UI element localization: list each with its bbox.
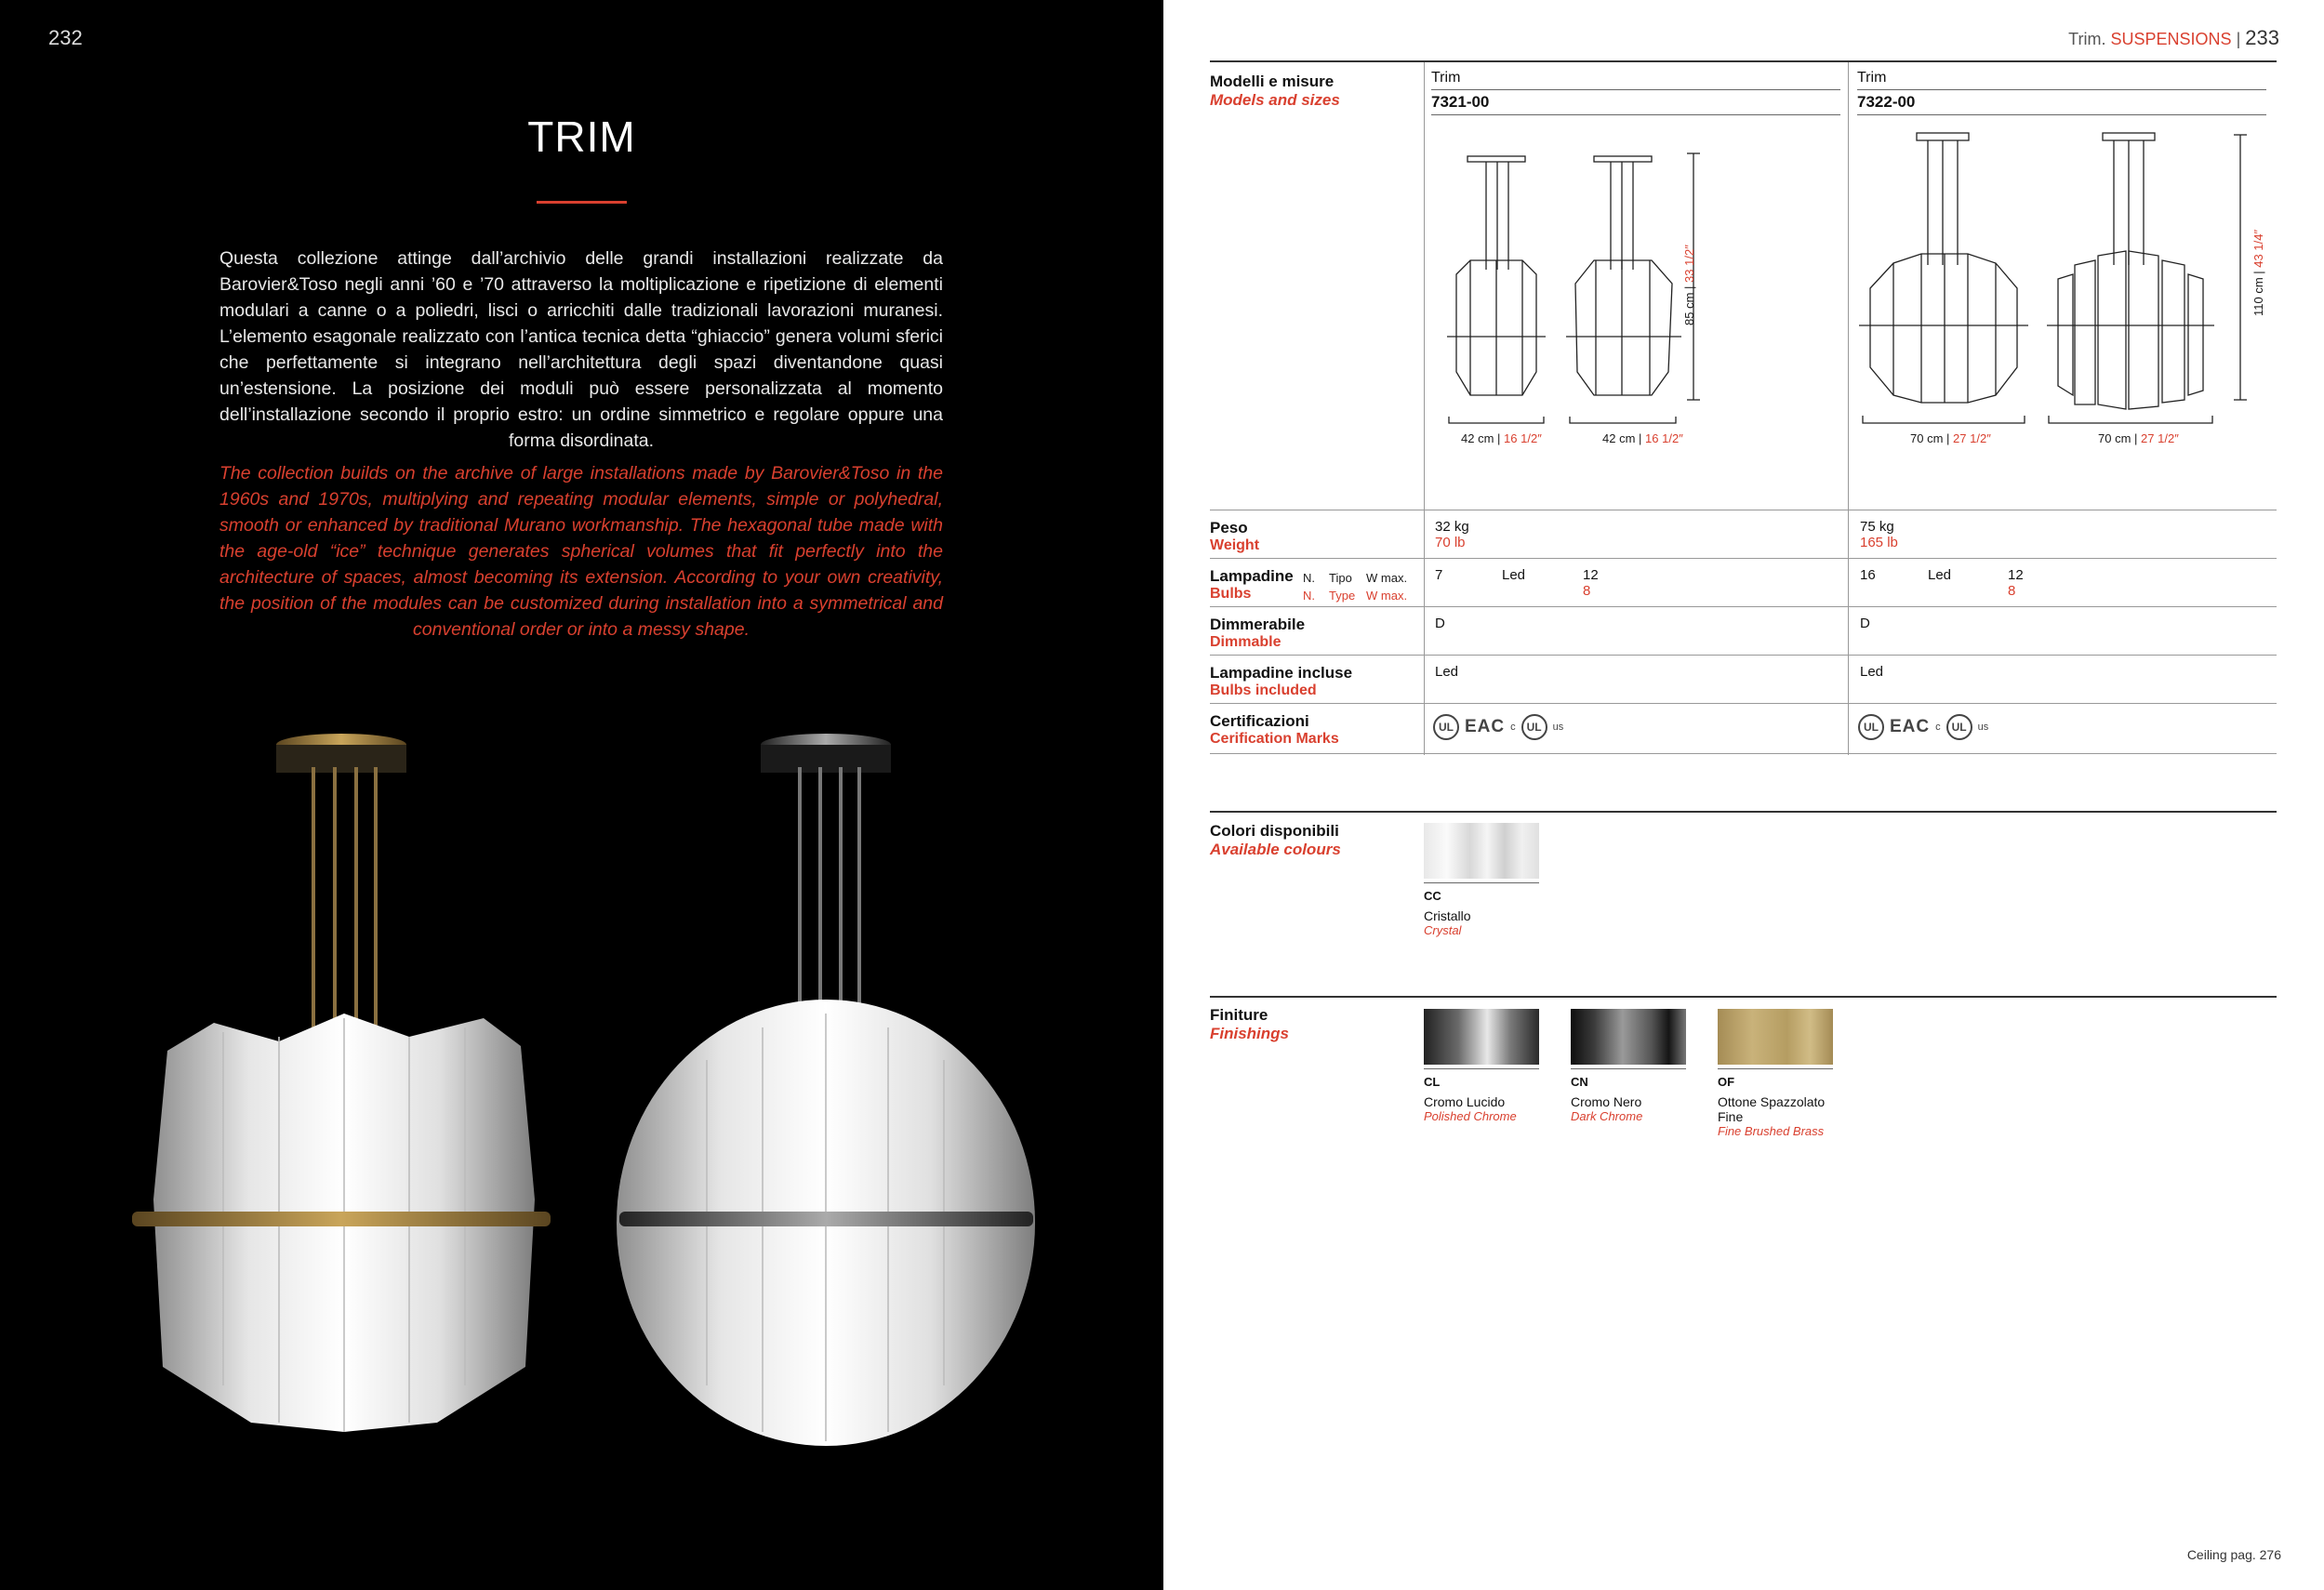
header-separator: | xyxy=(2236,30,2241,48)
row-rule xyxy=(1210,655,2277,656)
bulbs-w: 12 xyxy=(2008,567,2024,583)
swatch-code: CL xyxy=(1424,1075,1441,1089)
cert-marks-7321 xyxy=(1433,714,1563,740)
model-name: Trim xyxy=(1431,70,1461,86)
weight-lb: 70 lb xyxy=(1435,535,1466,550)
label-it: Lampadine xyxy=(1210,567,1294,585)
label-en: Dimmable xyxy=(1210,634,1282,650)
bulbs-sub-wmax xyxy=(1366,569,1407,604)
bulbs-w: 12 xyxy=(1583,567,1599,583)
width-label-7321-a xyxy=(1461,431,1542,445)
label-en: Available colours xyxy=(1210,841,1341,858)
dimmable-7321: D xyxy=(1435,616,1445,631)
colour-swatch-cc xyxy=(1424,823,1539,938)
ul-mark-icon: UL xyxy=(1433,714,1459,740)
bulbs-sub-n xyxy=(1303,569,1315,604)
row-rule xyxy=(1210,753,2277,754)
crystal-swatch xyxy=(1424,823,1539,879)
title-underline xyxy=(537,201,627,204)
label-it: Peso xyxy=(1210,519,1248,537)
finish-swatch-of xyxy=(1718,1009,1833,1139)
dim-separator: | xyxy=(1682,285,1696,289)
swatch-name-en: Fine Brushed Brass xyxy=(1718,1124,1825,1138)
finish-swatch-cn xyxy=(1571,1009,1686,1124)
n-en: N. xyxy=(1303,589,1315,603)
height-cm: 110 cm xyxy=(2251,277,2265,316)
label-en: Bulbs xyxy=(1210,586,1252,602)
bulbs-label xyxy=(1210,567,1294,603)
cul-c-text: c xyxy=(1935,722,1941,733)
label-en: Cerification Marks xyxy=(1210,731,1339,747)
width-cm: 42 cm xyxy=(1461,431,1494,445)
cul-c-text: c xyxy=(1510,722,1516,733)
header-section: SUSPENSIONS xyxy=(2110,30,2232,48)
dim-separator: | xyxy=(2251,271,2265,274)
width-in: 27 1/2″ xyxy=(1953,431,1991,445)
weight-kg: 32 kg xyxy=(1435,519,1469,535)
drawing-7321 xyxy=(1428,130,1847,451)
finishings-label xyxy=(1210,1006,1289,1043)
bulbs-sub-type xyxy=(1329,569,1355,604)
n-it: N. xyxy=(1303,571,1315,585)
height-cm: 85 cm xyxy=(1682,292,1696,325)
dark-chrome-swatch xyxy=(1571,1009,1686,1065)
height-in: 43 1/4″ xyxy=(2251,229,2265,268)
weight-lb: 165 lb xyxy=(1860,535,1898,550)
chandeliers-photo xyxy=(0,716,1163,1590)
bulbs-w-7322 xyxy=(2008,567,2024,599)
dim-separator: | xyxy=(1946,431,1950,445)
cul-mark-icon: UL xyxy=(1946,714,1972,740)
models-label-en: Models and sizes xyxy=(1210,91,1340,109)
height-label-7321 xyxy=(1682,158,1710,325)
models-label xyxy=(1210,73,1340,110)
eac-mark-icon: EAC xyxy=(1465,717,1506,736)
model-name: Trim xyxy=(1857,70,1887,86)
page-number-right: 233 xyxy=(2245,26,2279,49)
dim-separator: | xyxy=(1497,431,1501,445)
eac-mark-icon: EAC xyxy=(1890,717,1931,736)
width-in: 16 1/2″ xyxy=(1504,431,1542,445)
bulbs-n-7321: 7 xyxy=(1435,567,1443,583)
label-it: Lampadine incluse xyxy=(1210,664,1353,682)
label-it: Finiture xyxy=(1210,1006,1268,1024)
model-header-7321 xyxy=(1431,70,1840,115)
label-it: Colori disponibili xyxy=(1210,822,1339,840)
polished-chrome-swatch xyxy=(1424,1009,1539,1065)
width-label-7322-b xyxy=(2098,431,2179,445)
row-rule xyxy=(1210,606,2277,607)
bulbs-w-en: 8 xyxy=(1583,583,1591,599)
label-en: Finishings xyxy=(1210,1025,1289,1042)
top-rule xyxy=(1210,60,2277,62)
brushed-brass-swatch xyxy=(1718,1009,1833,1065)
models-label-it: Modelli e misure xyxy=(1210,73,1335,90)
label-en: Bulbs included xyxy=(1210,682,1317,698)
label-it: Certificazioni xyxy=(1210,712,1309,730)
wmax-en: W max. xyxy=(1366,589,1408,603)
swatch-code: CC xyxy=(1424,889,1441,903)
description-italian: Questa collezione attinge dall’archivio delle grandi installazioni realizzate da Barovier&Toso negli anni ’60 e ’70 attraverso la moltiplicazione e ripetizione di elementi modulari a canne o a poliedri, lisci o arricchiti dalle tradizionali lavorazioni muranesi. L’elemento esagonale realizzato con l’antica tecnica detta “ghiaccio” genera volumi sferici che perfettamente si integrano nell’architettura degli spazi diventandone quasi un’estensione. La posizione dei moduli può essere personalizzata al momento dell’installazione secondo il proprio estro: un ordine simmetrico e regolare oppure una forma disordinata. xyxy=(219,248,943,451)
finish-swatch-cl xyxy=(1424,1009,1539,1124)
right-page xyxy=(1163,0,2324,1590)
description-english: The collection builds on the archive of large installations made by Barovier&Toso in the 1960s and 1970s, multiplying and repeating modular elements, simple or polyhedral, smooth or enhanced by traditional Murano workmanship. The hexagonal tube made with the age-old “ice” technique generates spherical volumes that fit perfectly into the architecture of spaces, almost becoming its extension. According to your own creativity, the position of the modules can be customized during installation into a symmetrical and conventional order or into a messy shape. xyxy=(219,463,943,640)
width-cm: 42 cm xyxy=(1602,431,1636,445)
cert-marks-7322 xyxy=(1858,714,1988,740)
row-rule xyxy=(1210,558,2277,559)
width-in: 27 1/2″ xyxy=(2141,431,2179,445)
width-cm: 70 cm xyxy=(2098,431,2131,445)
width-label-7321-b xyxy=(1602,431,1683,445)
swatch-name-it: Cromo Lucido xyxy=(1424,1094,1506,1109)
bulbs-n-7322: 16 xyxy=(1860,567,1876,583)
bulbs-type-7321: Led xyxy=(1502,567,1526,583)
dim-separator: | xyxy=(2134,431,2138,445)
model-header-7322 xyxy=(1857,70,2266,115)
wmax-it: W max. xyxy=(1366,571,1408,585)
dimmable-label xyxy=(1210,616,1305,651)
type-it: Tipo xyxy=(1329,571,1352,585)
cul-us-text: us xyxy=(1552,722,1564,733)
bulbs-type-7322: Led xyxy=(1928,567,1952,583)
page-header-right xyxy=(2068,26,2279,50)
cul-us-text: us xyxy=(1977,722,1989,733)
ul-mark-icon: UL xyxy=(1858,714,1884,740)
model-code: 7322-00 xyxy=(1857,93,1916,111)
swatch-name-en: Polished Chrome xyxy=(1424,1109,1517,1123)
column-divider-1 xyxy=(1424,62,1425,755)
page-number-left: 232 xyxy=(48,26,83,49)
page-title: TRIM xyxy=(527,113,636,161)
row-rule xyxy=(1210,703,2277,704)
swatch-name-it: Cromo Nero xyxy=(1571,1094,1642,1109)
footer-reference: Ceiling pag. 276 xyxy=(2186,1547,2281,1562)
label-it: Dimmerabile xyxy=(1210,616,1306,633)
swatch-name-it: Cristallo xyxy=(1424,908,1471,923)
swatch-name-it: Ottone Spazzolato Fine xyxy=(1718,1094,1826,1124)
model-code: 7321-00 xyxy=(1431,93,1490,111)
width-label-7322-a xyxy=(1910,431,1991,445)
colours-label xyxy=(1210,822,1341,859)
swatch-name-en: Crystal xyxy=(1424,923,1462,937)
bulbs-w-7321 xyxy=(1583,567,1599,599)
section-rule-finishings xyxy=(1210,996,2277,998)
bulbs-w-en: 8 xyxy=(2008,583,2016,599)
swatch-name-en: Dark Chrome xyxy=(1571,1109,1643,1123)
bulbs-included-7321: Led xyxy=(1435,664,1459,680)
weight-kg: 75 kg xyxy=(1860,519,1894,535)
chandelier-brass xyxy=(132,734,551,1432)
width-in: 16 1/2″ xyxy=(1645,431,1683,445)
bulbs-included-7322: Led xyxy=(1860,664,1884,680)
chandelier-chrome xyxy=(617,734,1035,1446)
header-collection: Trim. xyxy=(2068,30,2106,48)
cul-mark-icon: UL xyxy=(1521,714,1547,740)
width-cm: 70 cm xyxy=(1910,431,1944,445)
weight-7322 xyxy=(1860,519,1898,550)
swatch-code: OF xyxy=(1718,1075,1735,1089)
dimmable-7322: D xyxy=(1860,616,1870,631)
weight-label xyxy=(1210,519,1259,554)
section-rule-colours xyxy=(1210,811,2277,813)
drawing-7322 xyxy=(1852,126,2289,446)
cert-label xyxy=(1210,712,1339,748)
bulbs-included-label xyxy=(1210,664,1352,699)
type-en: Type xyxy=(1329,589,1356,603)
weight-7321 xyxy=(1435,519,1469,550)
column-divider-2 xyxy=(1848,62,1849,755)
dim-separator: | xyxy=(1639,431,1642,445)
swatch-code: CN xyxy=(1571,1075,1588,1089)
height-in: 33 1/2″ xyxy=(1682,245,1696,283)
label-en: Weight xyxy=(1210,537,1260,553)
height-label-7322 xyxy=(2251,130,2279,316)
